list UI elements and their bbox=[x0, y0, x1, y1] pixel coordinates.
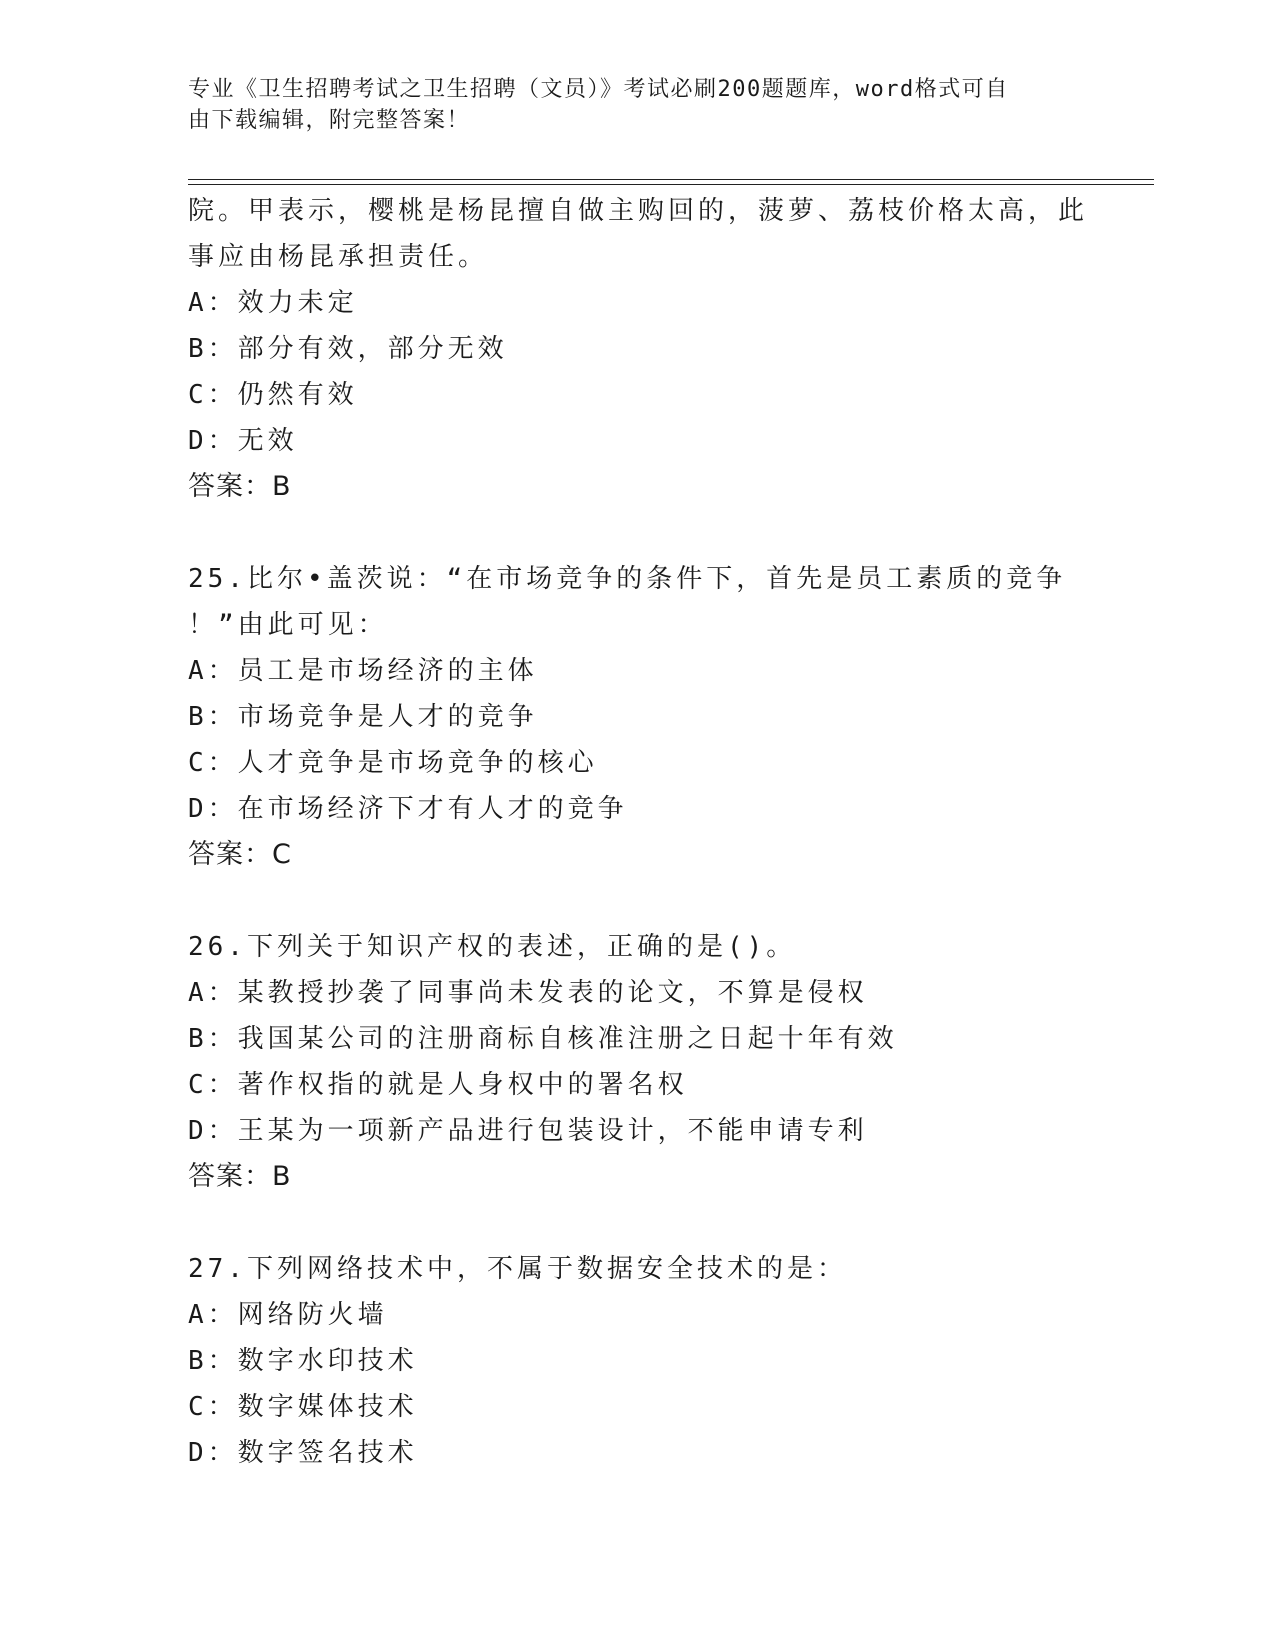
answer-line: 答案：B bbox=[188, 471, 292, 502]
question-stem-line: 26.下列关于知识产权的表述，正确的是()。 bbox=[188, 932, 797, 962]
option-d: D：王某为一项新产品进行包装设计，不能申请专利 bbox=[188, 1116, 868, 1146]
question-continuation bbox=[188, 188, 1088, 510]
option-b: B：我国某公司的注册商标自核准注册之日起十年有效 bbox=[188, 1024, 898, 1054]
question-stem-line: 院。甲表示，樱桃是杨昆擅自做主购回的，菠萝、荔枝价格太高，此 bbox=[188, 196, 1089, 226]
document-header bbox=[188, 74, 1068, 136]
question-stem-line: ！”由此可见： bbox=[188, 610, 388, 640]
question-26 bbox=[188, 924, 1088, 1200]
option-c: C：人才竞争是市场竞争的核心 bbox=[188, 748, 598, 778]
option-d: D：在市场经济下才有人才的竞争 bbox=[188, 794, 628, 824]
header-line-2: 由下载编辑，附完整答案！ bbox=[188, 108, 471, 133]
header-divider-top bbox=[188, 179, 1154, 180]
spacer bbox=[188, 878, 1088, 924]
option-b: B：数字水印技术 bbox=[188, 1346, 418, 1376]
option-a: A：网络防火墙 bbox=[188, 1300, 388, 1330]
option-b: B：市场竞争是人才的竞争 bbox=[188, 702, 538, 732]
option-a: A：员工是市场经济的主体 bbox=[188, 656, 538, 686]
option-d: D：无效 bbox=[188, 426, 298, 456]
option-a: A：效力未定 bbox=[188, 288, 358, 318]
spacer bbox=[188, 1200, 1088, 1246]
answer-line: 答案：C bbox=[188, 839, 292, 870]
option-c: C：数字媒体技术 bbox=[188, 1392, 418, 1422]
question-stem-line: 27.下列网络技术中，不属于数据安全技术的是： bbox=[188, 1254, 847, 1284]
option-c: C：仍然有效 bbox=[188, 380, 358, 410]
question-stem-line: 事应由杨昆承担责任。 bbox=[188, 242, 489, 272]
question-stem-line: 25.比尔•盖茨说：“在市场竞争的条件下，首先是员工素质的竞争 bbox=[188, 564, 1067, 594]
option-c: C：著作权指的就是人身权中的署名权 bbox=[188, 1070, 688, 1100]
option-a: A：某教授抄袭了同事尚未发表的论文，不算是侵权 bbox=[188, 978, 868, 1008]
question-27 bbox=[188, 1246, 1088, 1476]
document-body bbox=[188, 188, 1088, 1476]
question-25 bbox=[188, 556, 1088, 878]
header-line-1: 专业《卫生招聘考试之卫生招聘（文员）》考试必刷200题题库，word格式可自 bbox=[188, 77, 1009, 102]
option-d: D：数字签名技术 bbox=[188, 1438, 418, 1468]
header-divider-bottom bbox=[188, 184, 1154, 185]
option-b: B：部分有效，部分无效 bbox=[188, 334, 508, 364]
spacer bbox=[188, 510, 1088, 556]
answer-line: 答案：B bbox=[188, 1161, 292, 1192]
